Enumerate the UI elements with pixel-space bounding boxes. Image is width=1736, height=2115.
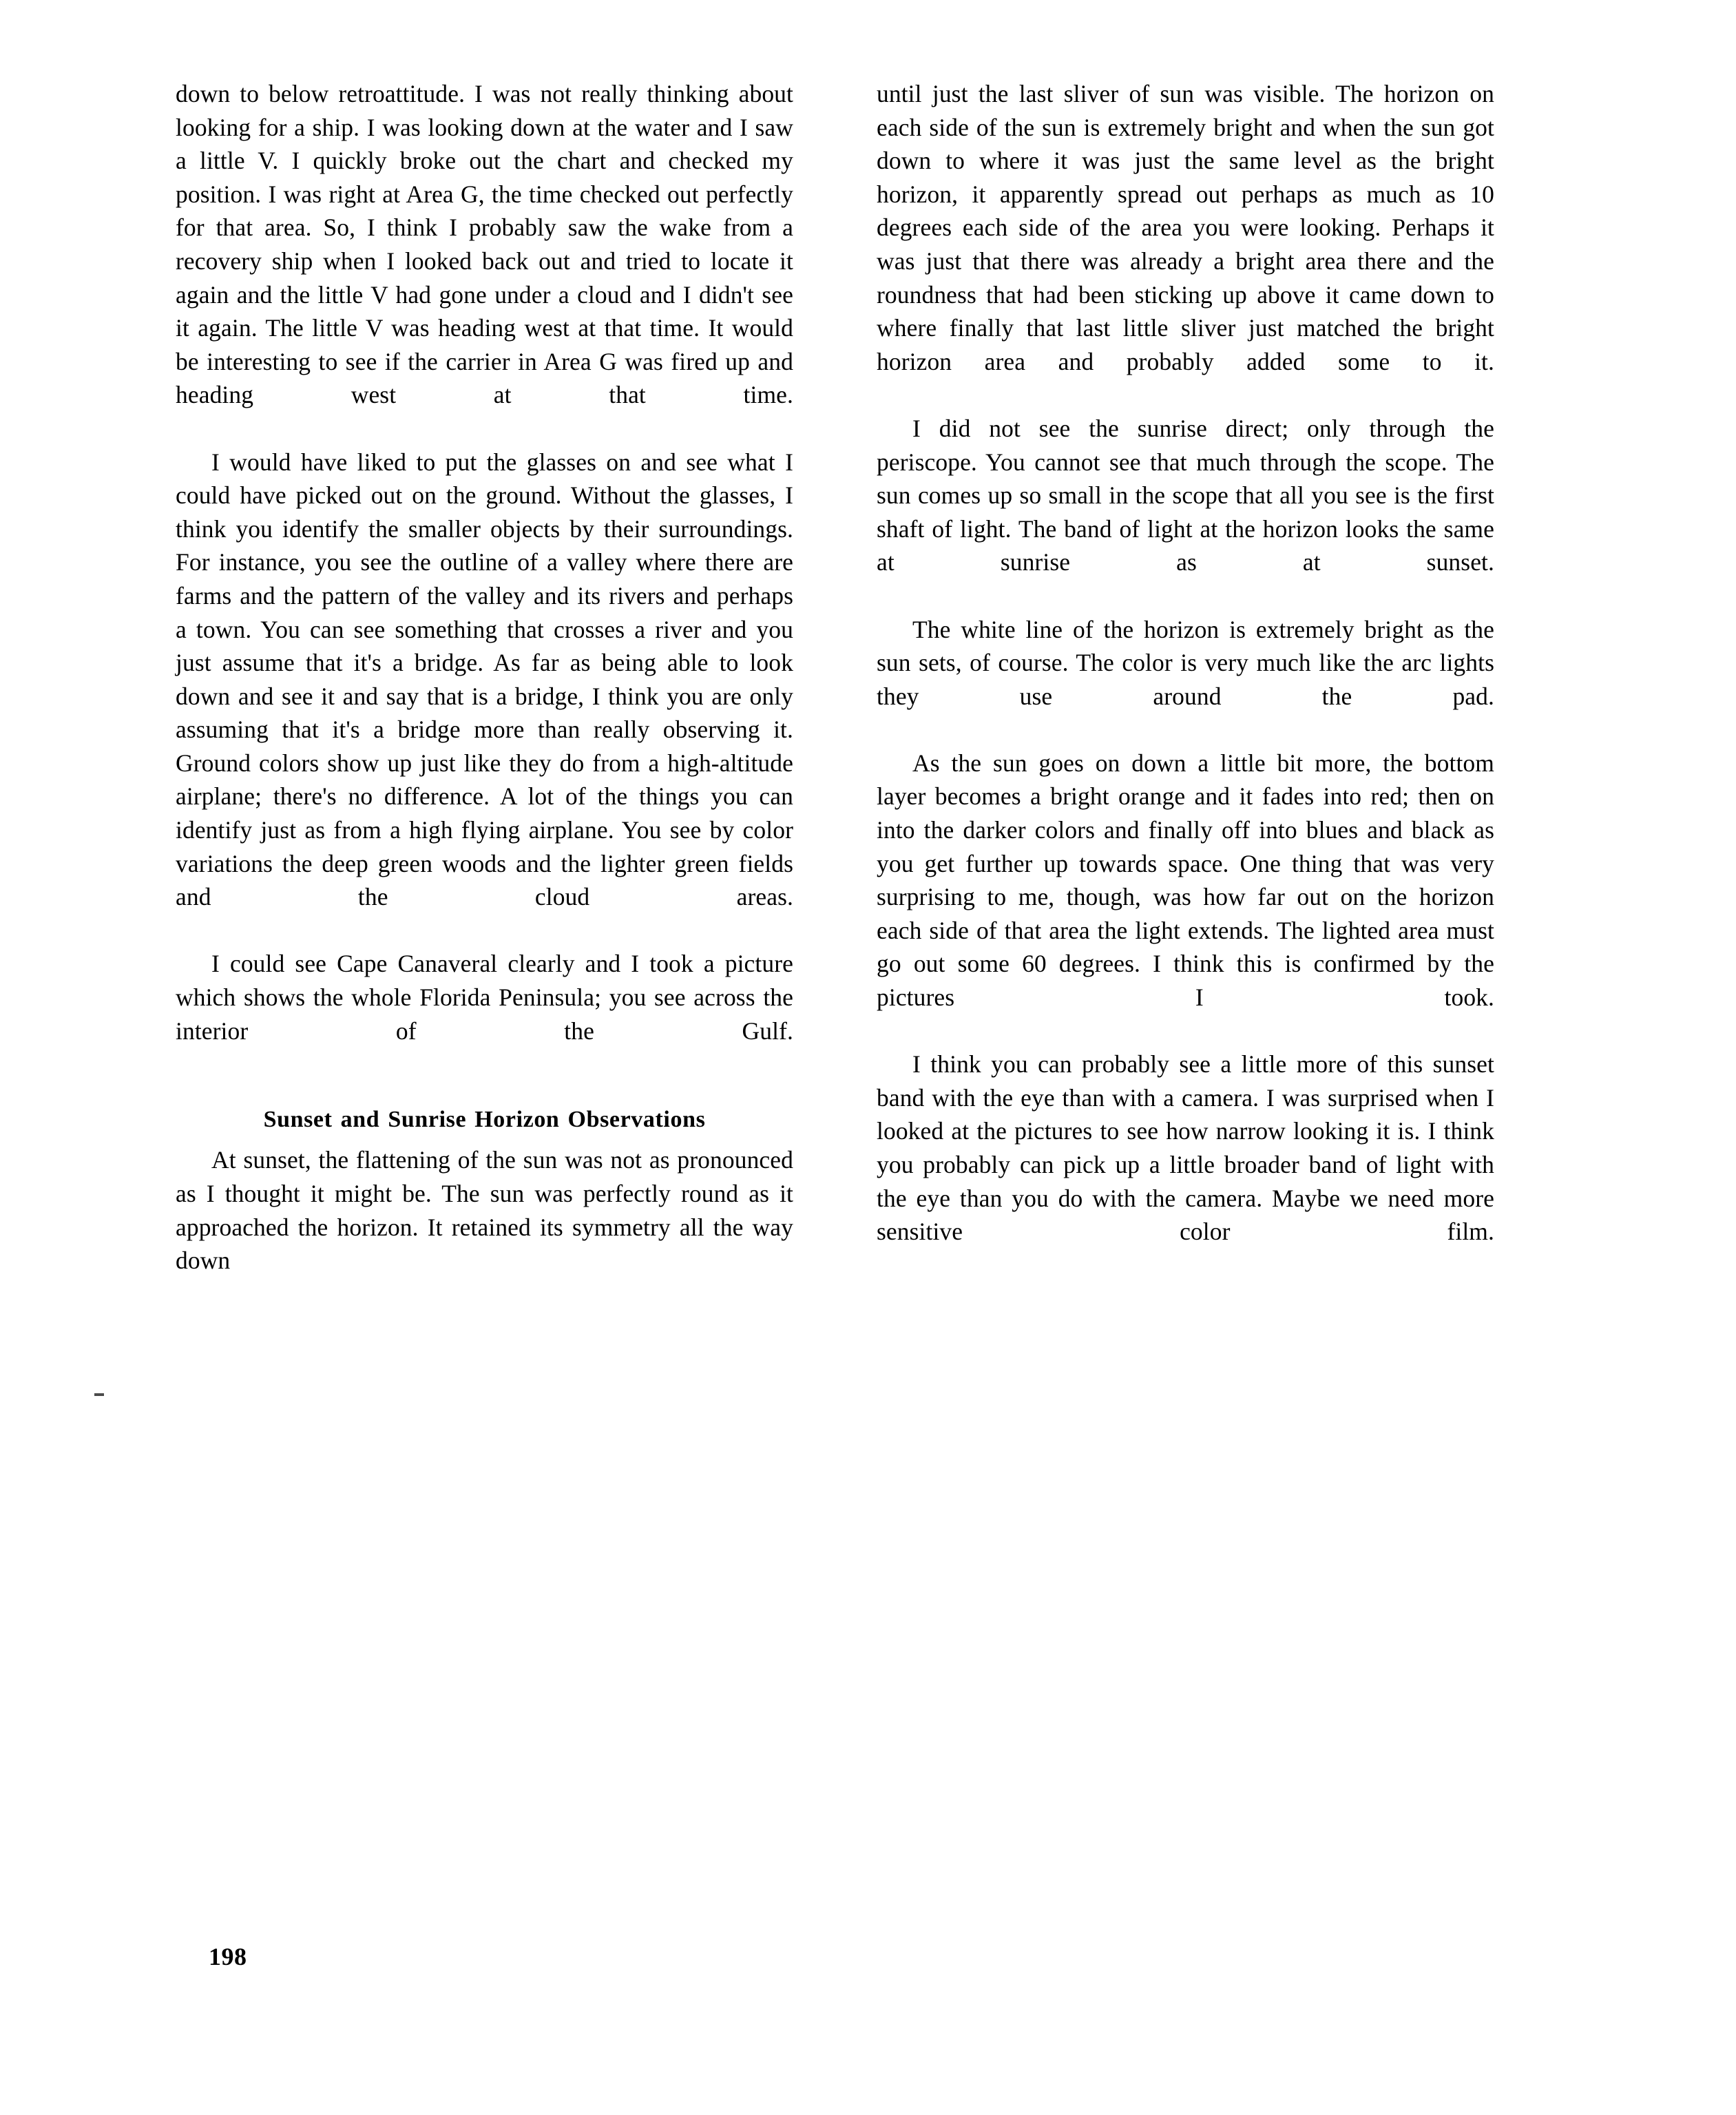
paragraph: I could see Cape Canaveral clearly and I took a picture which shows the whole Florida Peninsula; you see across the interior of the Gulf. — [176, 950, 793, 1045]
paragraph: At sunset, the flattening of the sun was not as pronounced as I thought it might be. The sun was perfectly round as it approached the horizon. It retained its symmetry all the way down — [176, 1146, 793, 1275]
paragraph-continuation: down to below retroattitude. I was not really thinking about looking for a ship. I was looking down at the water and I saw a little V. I quickly broke out the chart and checked my position. I was right at Area G, the time checked out perfectly for that area. So, I think I probably saw the wake from a recovery ship when I looked back out and tried to locate it again and the little V had gone under a cloud and I didn't see it again. The little V was heading west at that time. It would be interesting to see if the carrier in Area G was fired up and heading west at that time. — [176, 80, 793, 409]
paragraph: I did not see the sunrise direct; only through the periscope. You cannot see that much through the scope. The sun comes up so small in the scope that all you see is the first shaft of light. The band of light at the horizon looks the same at sunrise as at sunset. — [877, 414, 1494, 576]
scan-artifact-speck — [94, 1393, 104, 1396]
right-column — [877, 77, 1494, 1311]
paragraph: I think you can probably see a little more of this sunset band with the eye than with a camera. I was surprised when I looked at the pictures to see how narrow looking it is. I think you probably can pick up a little broader band of light with the eye than you do with the camera. Maybe we need more sensitive color film. — [877, 1050, 1494, 1246]
paragraph: The white line of the horizon is extremely bright as the sun sets, of course. The color is very much like the arc lights they use around the pad. — [877, 615, 1494, 710]
paragraph: As the sun goes on down a little bit more, the bottom layer becomes a bright orange and it fades into red; then on into the darker colors and finally off into blues and black as you get further up towards space. One thing that was very surprising to me, though, was how far out on the horizon each side of that area the light extends. The lighted area must go out some 60 degrees. I think this is confirmed by the pictures I took. — [877, 749, 1494, 1012]
paragraph-continuation: until just the last sliver of sun was visible. The horizon on each side of the sun is extremely bright and when the sun got down to where it was just the same level as the bright horizon, it apparently spread out perhaps as much as 10 degrees each side of the area you were looking. Perhaps it was just that there was already a bright area there and the roundness that had been sticking up above it came down to where finally that last little sliver just matched the bright horizon area and probably added some to it. — [877, 80, 1494, 375]
two-column-body — [176, 77, 1494, 1311]
section-heading: Sunset and Sunrise Horizon Observations — [263, 1106, 706, 1132]
paragraph: I would have liked to put the glasses on and see what I could have picked out on the ground. Without the glasses, I think you identify the smaller objects by their surroundings. For instance, you see the outline of a valley where there are farms and the pattern of the valley and its rivers and perhaps a town. You can see something that crosses a river and you just assume that it's a bridge. As far as being able to look down and see it and say that is a bridge, I think you are only assuming that it's a bridge more than really observing it. Ground colors show up just like they do from a high-altitude airplane; there's no difference. A lot of the things you can identify just as from a high flying airplane. You see by color variations the deep green woods and the lighter green fields and the cloud areas. — [176, 448, 793, 911]
page-number: 198 — [209, 1943, 247, 1970]
left-column — [176, 77, 793, 1311]
